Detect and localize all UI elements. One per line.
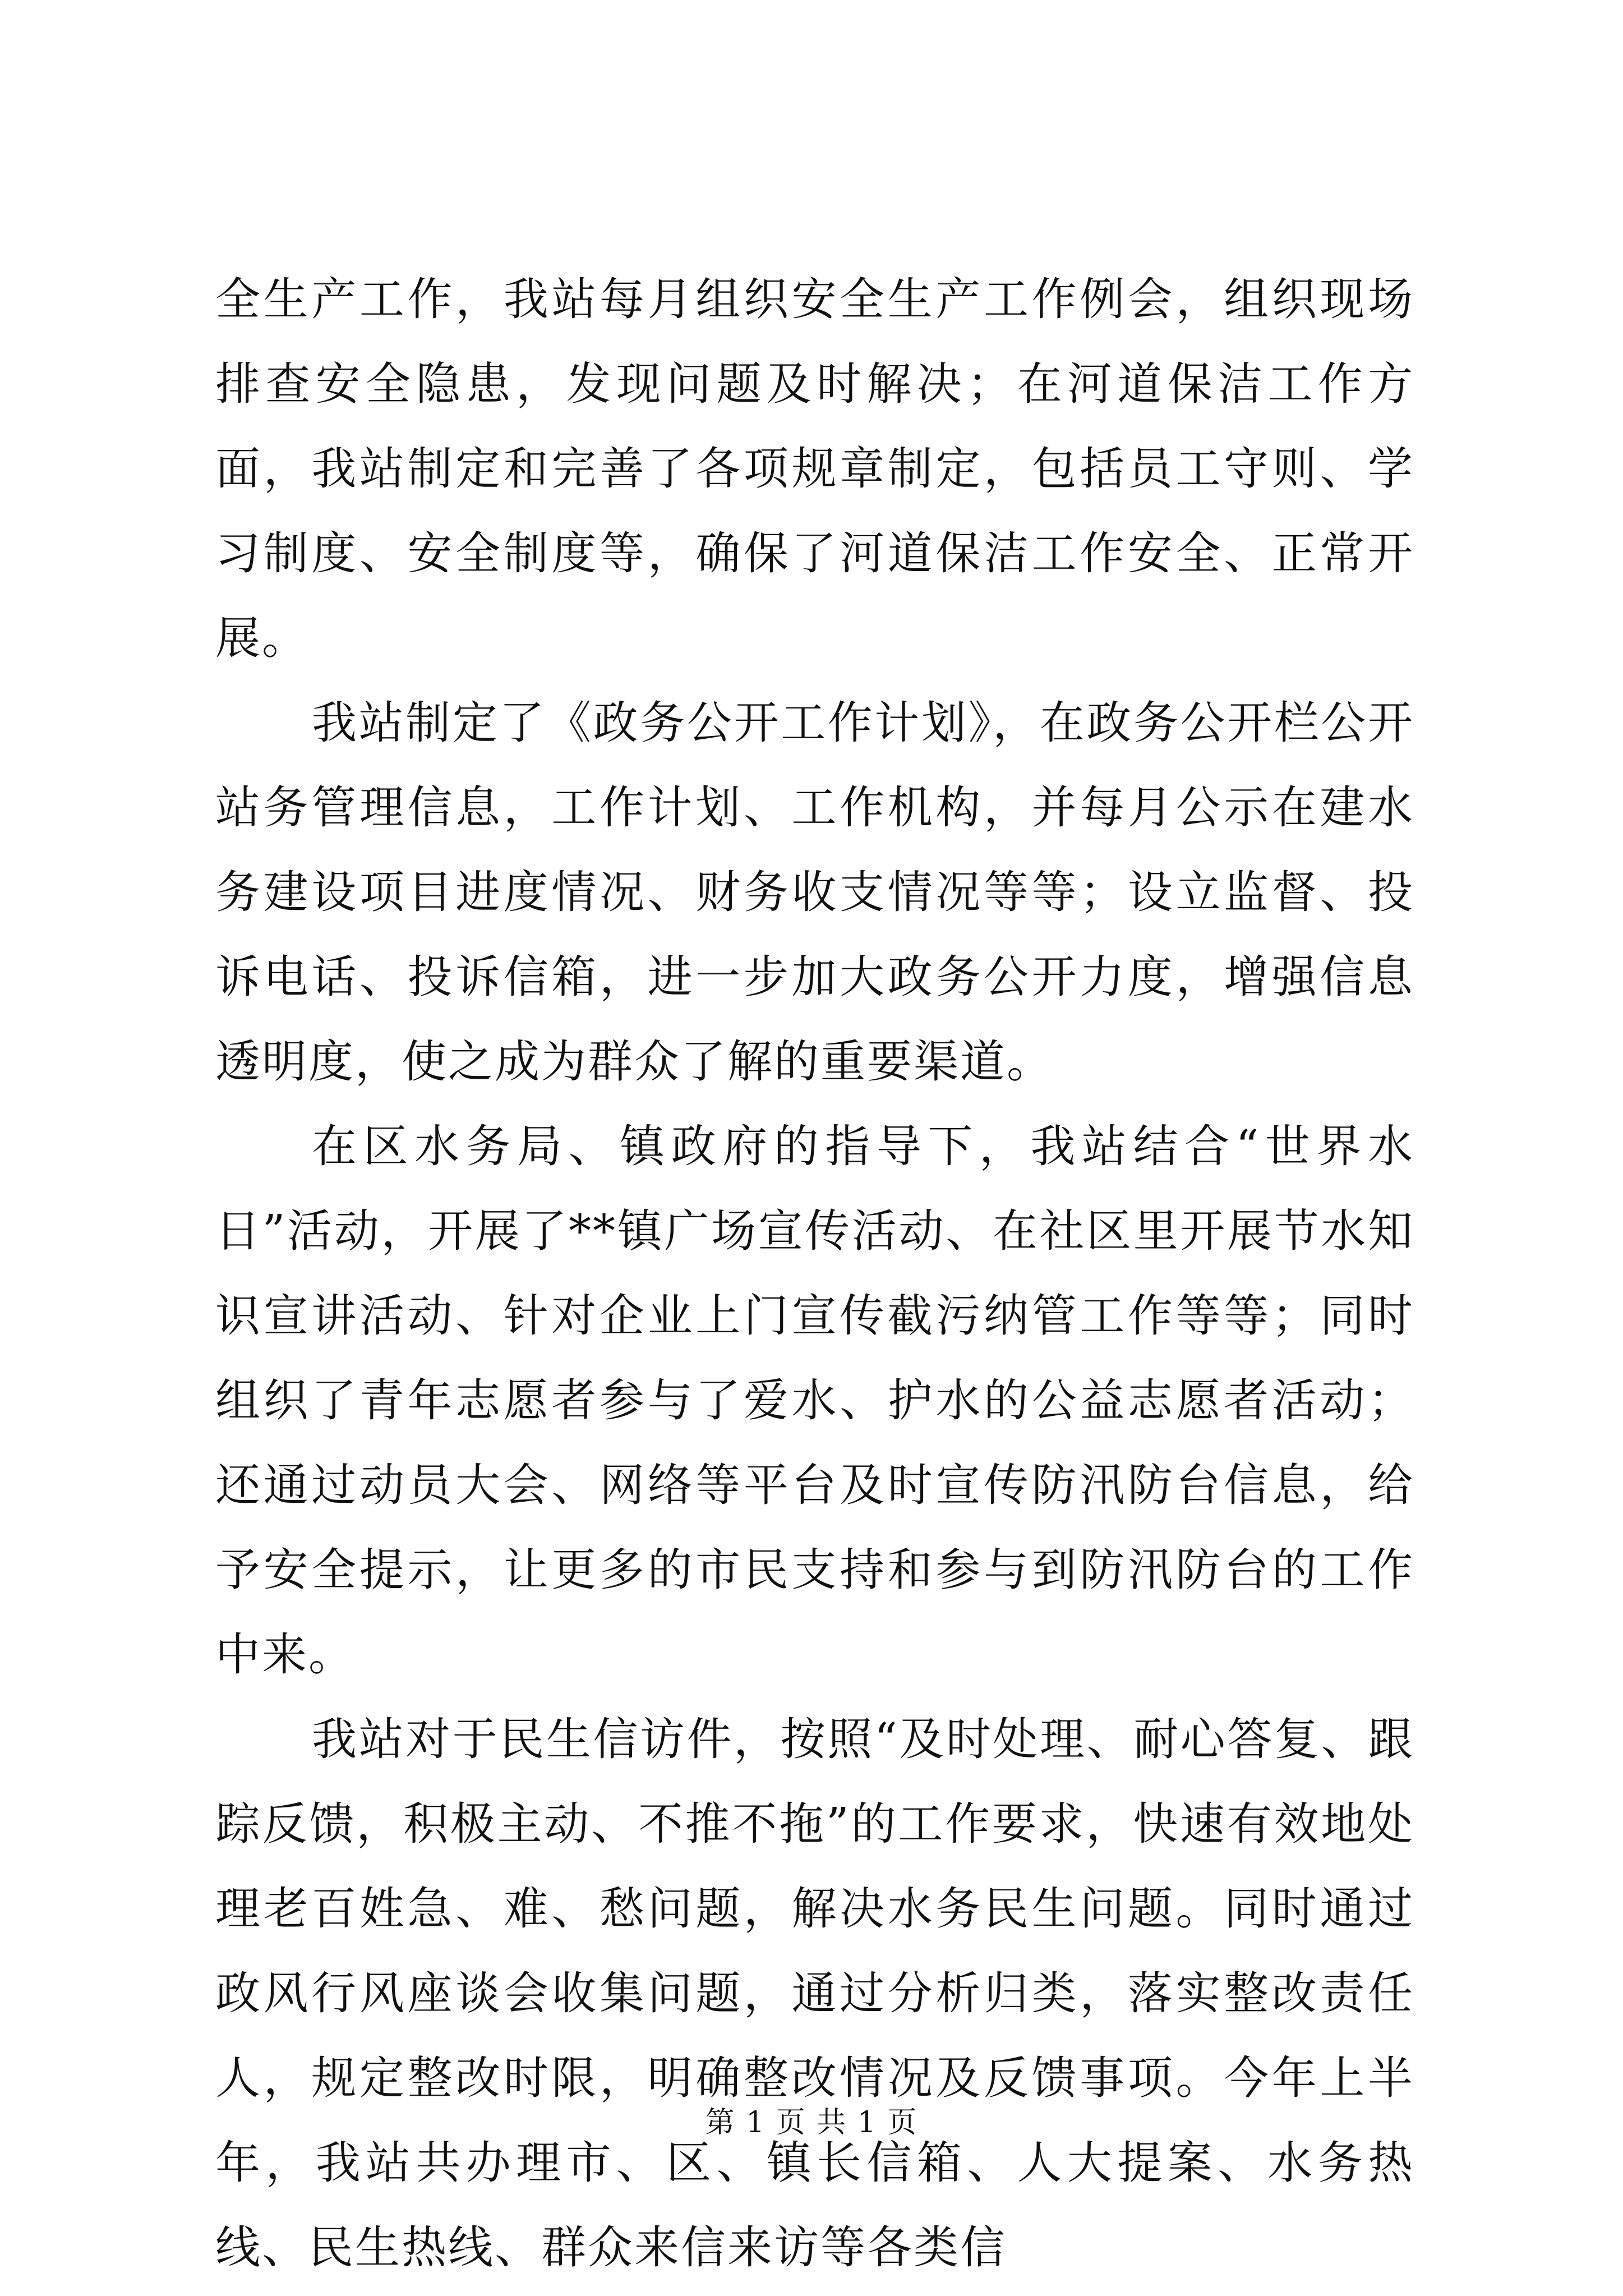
page-number-label: 第 1 页 共 1 页 [705,2106,918,2139]
paragraph-3: 在区水务局、镇政府的指导下，我站结合“世界水日”活动，开展了**镇广场宣传活动、在社区里开展节水知识宣讲活动、针对企业上门宣传截污纳管工作等等；同时组织了青年志愿者参与了爱水、护水的公益志愿者活动；还通过动员大会、网络等平台及时宣传防汛防台信息，给予安全提示，让更多的市民支持和参与到防汛防台的工作中来。 [215,1120,1414,1681]
paragraph-1: 全生产工作，我站每月组织安全生产工作例会，组织现场排查安全隐患，发现问题及时解决；在河道保洁工作方面，我站制定和完善了各项规章制定，包括员工守则、学习制度、安全制度等，确保了河道保洁工作安全、正常开展。 [215,273,1414,664]
document-body [215,257,1414,2290]
paragraph-2: 我站制定了《政务公开工作计划》，在政务公开栏公开站务管理信息，工作计划、工作机构，并每月公示在建水务建设项目进度情况、财务收支情况等等；设立监督、投诉电话、投诉信箱，进一步加大政务公开力度，增强信息透明度，使之成为群众了解的重要渠道。 [215,697,1414,1088]
paragraph-4: 我站对于民生信访件，按照“及时处理、耐心答复、跟踪反馈，积极主动、不推不拖”的工作要求，快速有效地处理老百姓急、难、愁问题，解决水务民生问题。同时通过政风行风座谈会收集问题，通过分析归类，落实整改责任人，规定整改时限，明确整改情况及反馈事项。今年上半年，我站共办理市、区、镇长信箱、人大提案、水务热线、民生热线、群众来信来访等各类信 [215,1713,1414,2274]
page-footer [0,2105,1623,2141]
